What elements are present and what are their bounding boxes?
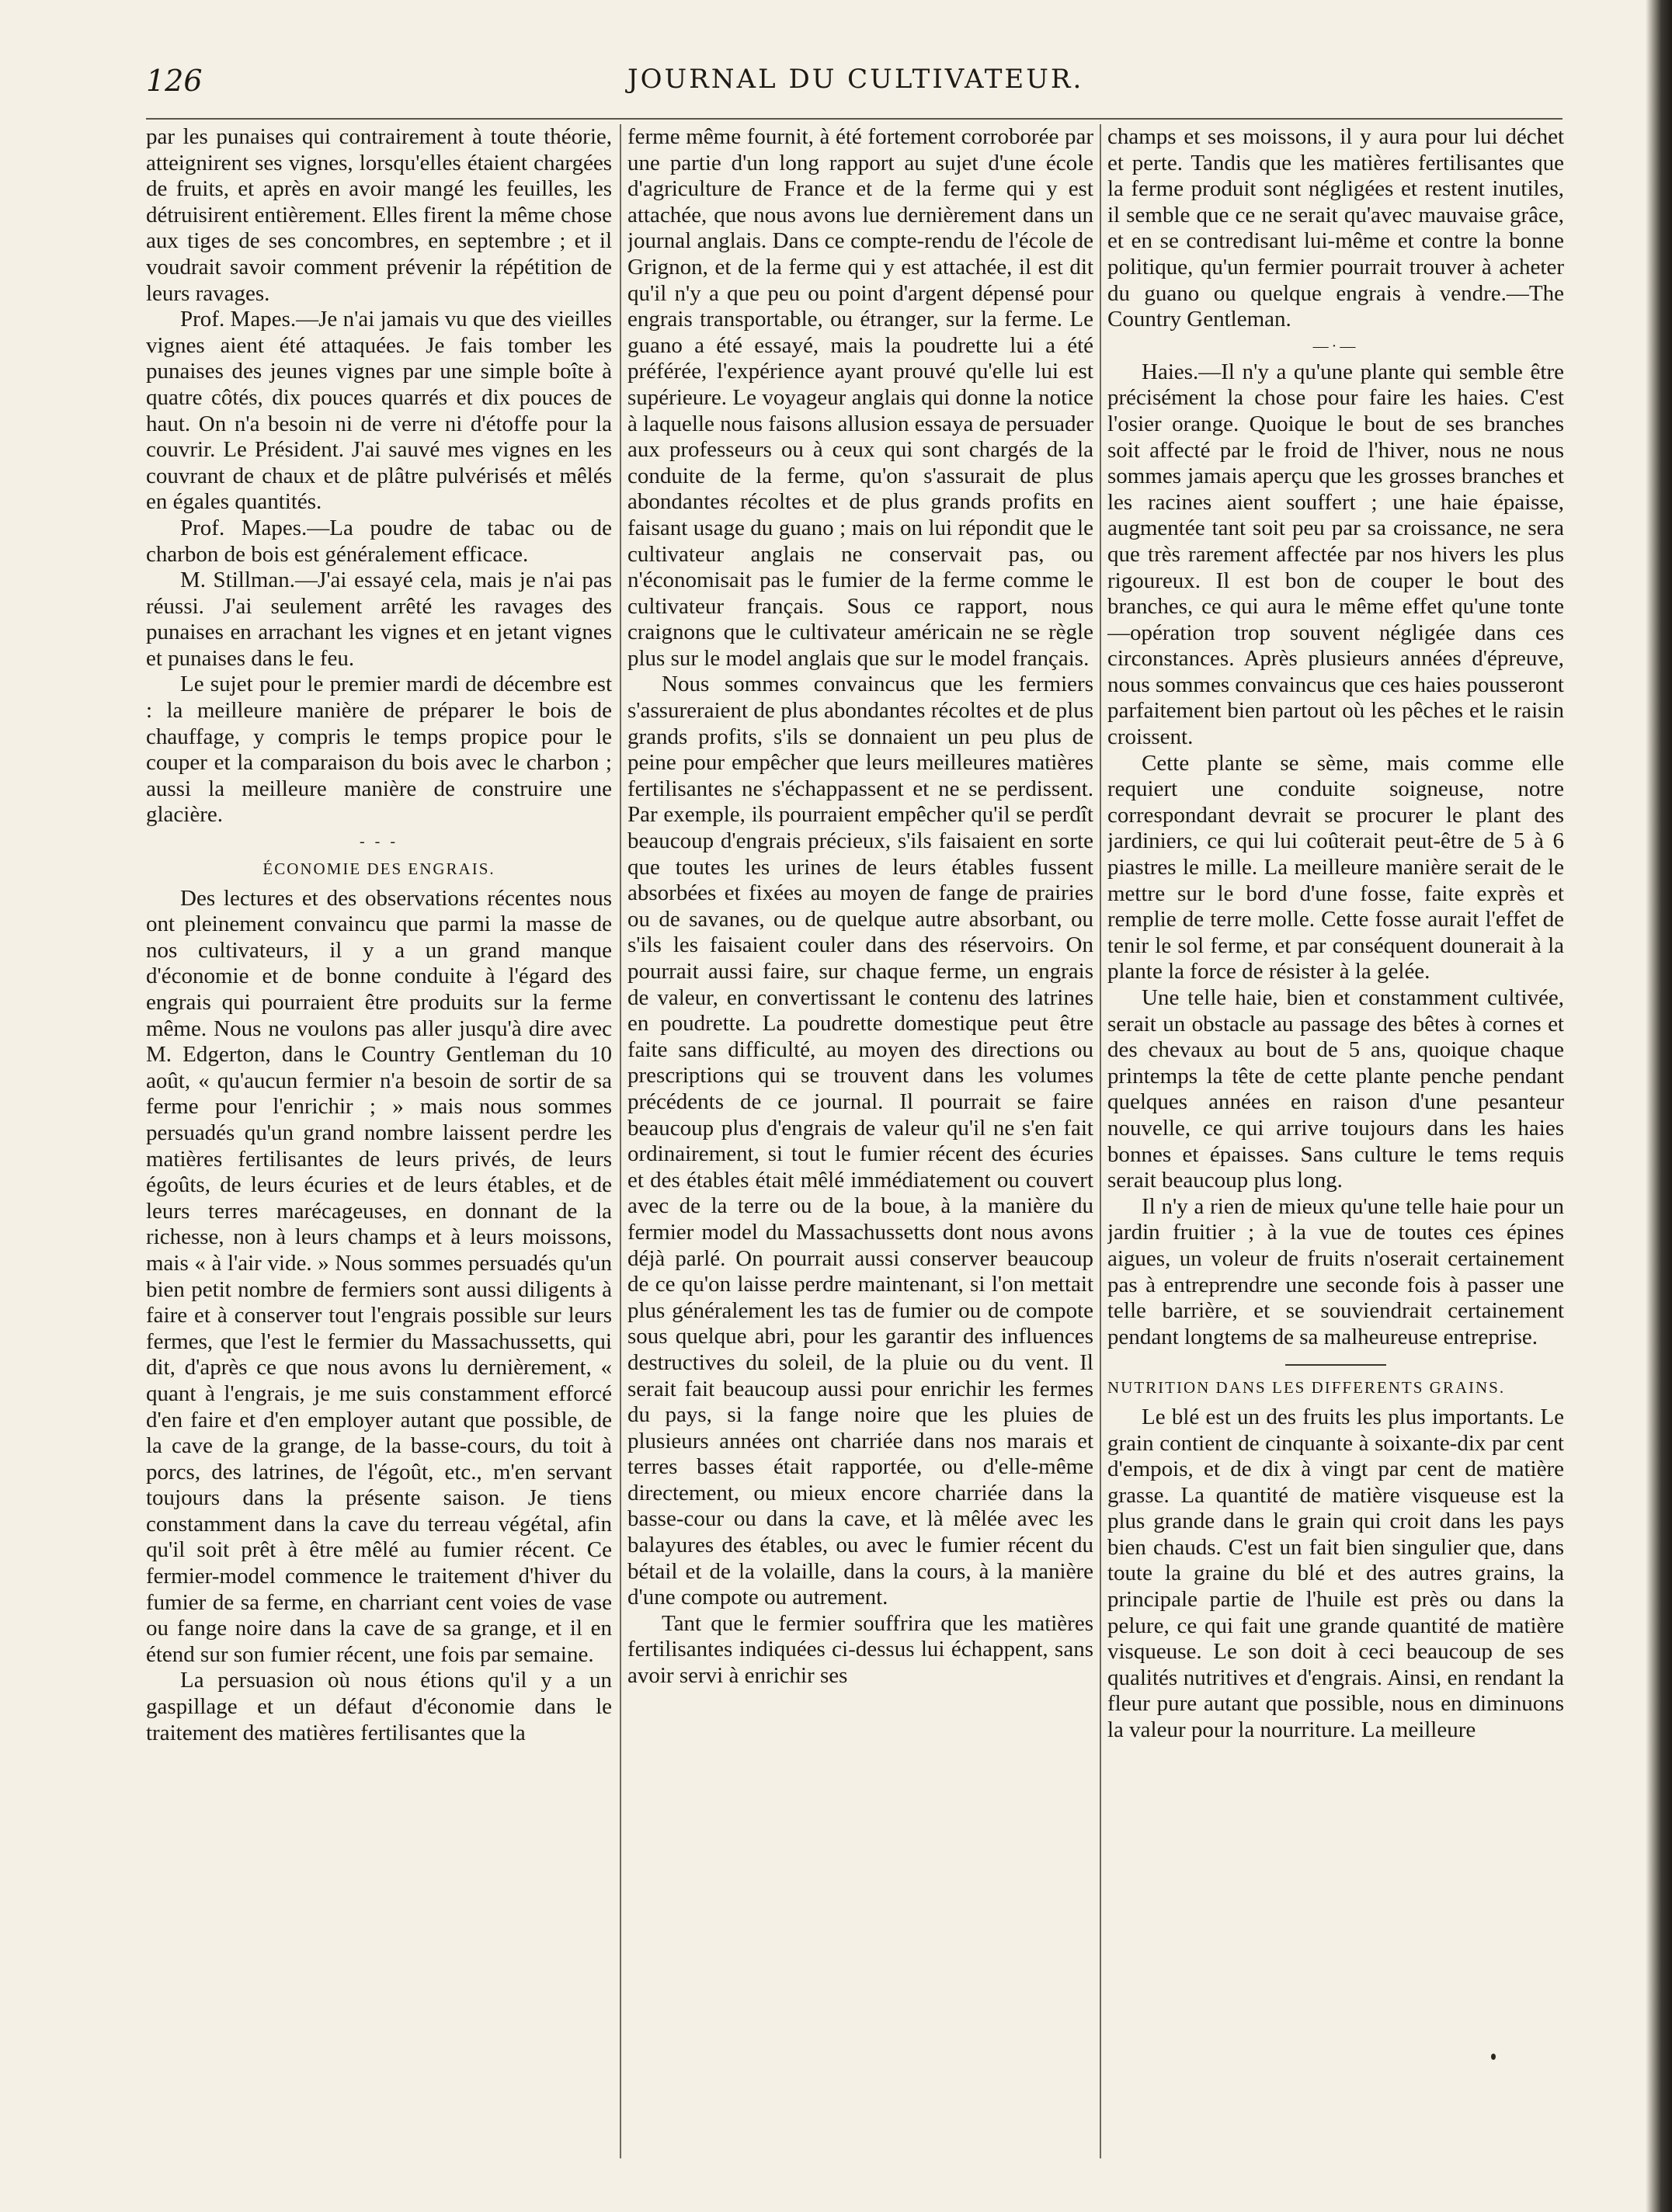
paragraph: Prof. Mapes.—La poudre de tabac ou de charbon de bois est généralement efficace. — [146, 515, 612, 567]
column-3 — [1107, 124, 1564, 2158]
column-divider — [620, 124, 621, 2158]
page-header — [146, 64, 1559, 99]
paragraph: par les punaises qui contrairement à toute théorie, atteignirent ses vignes, lorsqu'elles étaient chargées de fruits, et après en avoir mangé les feuilles, les détruisirent entièrement. Elles firent la même chose aux tiges de ses concombres, en septembre ; et il voudrait savoir comment prévenir la répétition de leurs ravages. — [146, 124, 612, 306]
paragraph: Tant que le fermier souffrira que les matières fertilisantes indiquées ci-dessus lui échappent, sans avoir servi à enrichir ses — [627, 1610, 1093, 1689]
section-heading: NUTRITION DANS LES DIFFERENTS GRAINS. — [1107, 1378, 1506, 1398]
paragraph: Une telle haie, bien et constamment cultivée, serait un obstacle au passage des bêtes à cornes et des chevaux au bout de 5 ans, quoique chaque printemps la tête de cette plante penche pendant quelques années en raison d'une pesanteur nouvelle, ce qui arrive toujours dans les haies bonnes et épaisses. Sans culture le tems requis serait beaucoup plus long. — [1107, 985, 1564, 1193]
page-binding-edge — [1646, 0, 1672, 2212]
paragraph: Des lectures et des observations récentes nous ont pleinement convaincu que parmi la masse de nos cultivateurs, il y a un grand manque d'économie et de bonne conduite à l'égard des engrais qui pourraient être produits sur la ferme même. Nous ne voulons pas aller jusqu'à dire avec M. Edgerton, dans le Country Gentleman du 10 août, « qu'aucun fermier n'a besoin de sortir de sa ferme pour l'enrichir ; » mais nous sommes persuadés qu'un grand nombre laissent perdre les matières fertilisantes de leurs privés, de leurs égoûts, de leurs écuries et de leurs étables, et de leurs terres marécageuses, en donnant de la richesse, non à leurs champs et à leurs moissons, mais « à l'air vide. » Nous sommes persuadés qu'un bien petit nombre de fermiers sont aussi diligents à faire et à conserver tout l'engrais possible sur leurs fermes, que l'est le fermier du Massachussetts, qui dit, d'après ce que nous avons lu dernièrement, « quant à l'engrais, je me suis constamment efforcé d'en faire et d'en employer autant que possible, de la cave de la grange, de la basse-cours, du toit à porcs, des latrines, de l'égoût, etc., m'en servant toujours dans la présente saison. Je tiens constamment dans la cave du terreau végétal, afin qu'il soit prêt à être mêlé au fumier récent. Ce fermier-model commence le traitement d'hiver du fumier de sa ferme, en charriant cent voies de vase ou fange noire dans la cave de sa grange, et il en étend sur son fumier récent, une fois par semaine. — [146, 885, 612, 1667]
section-separator: - - - — [360, 833, 398, 851]
column-2 — [627, 124, 1093, 2158]
column-1 — [146, 124, 612, 2158]
paragraph: Le sujet pour le premier mardi de décembre est : la meilleure manière de préparer le bois de chauffage, y compris le temps propice pour le couper et la comparaison du bois avec le charbon ; aussi la meilleure manière de construire une glacière. — [146, 672, 612, 828]
paragraph: Cette plante se sème, mais comme elle requiert une conduite soigneuse, notre correspondant devrait se procurer le plant des jardiniers, ce qui lui coûterait peut-être de 5 à 6 piastres le mille. La meilleure manière serait de le mettre sur le bord d'une fosse, faite exprès et remplie de terre molle. Cette fosse aurait l'effet de tenir le sol ferme, et par conséquent dounerait à la plante la force de résister à la gelée. — [1107, 750, 1564, 984]
section-rule — [1285, 1364, 1386, 1366]
paragraph: Haies.—Il n'y a qu'une plante qui semble être précisément la chose pour faire les haies. C'est l'osier orange. Quoique le bout de ses branches soit affecté par le froid de l'hiver, nous ne nous sommes jamais aperçu que les grosses branches et les racines aient souffert ; une haie épaisse, augmentée tant soit peu par sa croissance, ne sera que très rarement affectée par nos hivers les plus rigoureux. Il est bon de couper le bout des branches, ce qui aura le même effet qu'une tonte—opération trop souvent négligée dans ces circonstances. Après plusieurs années d'épreuve, nous sommes convaincus que ces haies pousseront parfaitement bien partout où les pêches et le raisin croissent. — [1107, 359, 1564, 750]
section-separator: —·— — [1312, 337, 1359, 355]
page-number: 126 — [146, 64, 203, 98]
paragraph: Prof. Mapes.—Je n'ai jamais vu que des vieilles vignes aient été attaquées. Je fais tomber les punaises des jeunes vignes par une simple boîte à quatre côtés, dix pouces quarrés et dix pouces de haut. On n'a besoin ni de verre ni d'étoffe pour la couvrir. Le Président. J'ai sauvé mes vignes en les couvrant de chaux et de plâtre pulvérisés et mêlés en égales quantités. — [146, 307, 612, 515]
paragraph: Le blé est un des fruits les plus importants. Le grain contient de cinquante à soixante-dix par cent d'empois, et de dix à vingt par cent de matière grasse. La quantité de matière visqueuse est la plus grande dans le grain qui croit dans les pays bien chauds. C'est un fait bien singulier que, dans toute la graine du blé et des autres grains, la principale partie de l'huile est près ou dans la pelure, ce qui fait une grande quantité de matière visqueuse. Le son doit à ceci beaucoup de ses qualités nutritives et d'engrais. Ainsi, en rendant la fleur pure autant que possible, nous en diminuons la valeur pour la nourriture. La meilleure — [1107, 1404, 1564, 1743]
running-title: JOURNAL DU CULTIVATEUR. — [627, 64, 1084, 95]
paragraph: Il n'y a rien de mieux qu'une telle haie pour un jardin fruitier ; à la vue de toutes ces épines aigues, un voleur de fruits n'oserait certainement pas à entreprendre une seconde fois à passer une telle barrière, et se souviendrait certainement pendant longtems de sa malheureuse entreprise. — [1107, 1193, 1564, 1349]
section-heading: ÉCONOMIE DES ENGRAIS. — [262, 859, 495, 879]
column-divider — [1100, 124, 1101, 2158]
paragraph: Nous sommes convaincus que les fermiers s'assureraient de plus abondantes récoltes et de plus grands profits, s'ils se donnaient un peu plus de peine pour empêcher que leurs meilleures matières fertilisantes ne s'échappassent et ne se perdissent. Par exemple, ils pourraient empêcher qu'il se perdît beaucoup d'engrais précieux, s'ils faisaient en sorte que toutes les urines de leurs étables fussent absorbées et fixées au moyen de fange de prairies ou de savanes, ou de quelque autre absorbant, ou s'ils les faisaient couler dans des réservoirs. On pourrait aussi faire, sur chaque ferme, un engrais de valeur, en convertissant le contenu des latrines en poudrette. La poudrette domestique peut être faite sans difficulté, au moyen des directions ou prescriptions qui se trouvent dans les volumes précédents de ce journal. Il pourrait se faire beaucoup plus d'engrais de valeur qu'il ne s'en fait ordinairement, si tout le fumier récent des écuries et des étables était mêlé immédiatement ou couvert avec de la terre ou de la boue, à la manière du fermier model du Massachussetts dont nous avons déjà parlé. On pourrait aussi conserver beaucoup de ce qu'on laisse perdre maintenant, si l'on mettait plus généralement les tas de fumier ou de compote sous quelque abri, pour les garantir des influences destructives du soleil, de la pluie ou du vent. Il serait fait beaucoup aussi pour enrichir les fermes du pays, si la fange noire que les pluies de plusieurs années ont charriée dans nos marais et terres basses était rapportée, ou d'elle-même directement, ou mieux encore charriée dans la basse-cour ou dans la cave, et là mêlée avec les balayures des étables, ou avec le fumier récent du bétail et de la volaille, dans la cours, à la manière d'une compote ou autrement. — [627, 672, 1093, 1610]
ink-spot — [1491, 2054, 1496, 2060]
paragraph: champs et ses moissons, il y aura pour lui déchet et perte. Tandis que les matières fertilisantes que la ferme produit sont négligées et restent inutiles, il semble que ce ne serait qu'avec mauvaise grâce, et en se contredisant lui-même et contre la bonne politique, qu'un fermier pourrait trouver à acheter du guano ou quelque engrais à vendre.—The Country Gentleman. — [1107, 124, 1564, 332]
paragraph: ferme même fournit, à été fortement corroborée par une partie d'un long rapport au sujet d'une école d'agriculture de France et de la ferme qui y est attachée, que nous avons lue dernièrement dans un journal anglais. Dans ce compte-rendu de l'école de Grignon, et de la ferme qui y est attachée, il est dit qu'il n'y a que peu ou point d'argent dépensé pour engrais transportable, ou étranger, sur la ferme. Le guano a été essayé, mais la poudrette lui a été préférée, l'expérience ayant prouvé qu'elle lui est supérieure. Le voyageur anglais qui donne la notice à laquelle nous faisons allusion essaya de persuader aux professeurs ou à ceux qui sont chargés de la conduite de la ferme, qu'on s'assurait de plus abondantes récoltes et de plus grands profits en faisant usage du guano ; mais on lui répondit que le cultivateur anglais ne conservait pas, ou n'économisait pas le fumier de la ferme comme le cultivateur français. Sous ce rapport, nous craignons que le cultivateur américain ne se règle plus sur le model anglais que sur le model français. — [627, 124, 1093, 671]
paragraph: M. Stillman.—J'ai essayé cela, mais je n'ai pas réussi. J'ai seulement arrêté les ravages des punaises en arrachant les vignes et en jetant vignes et punaises dans le feu. — [146, 568, 612, 671]
paragraph: La persuasion où nous étions qu'il y a un gaspillage et un défaut d'économie dans le traitement des matières fertilisantes que la — [146, 1668, 612, 1745]
header-rule — [146, 118, 1563, 120]
